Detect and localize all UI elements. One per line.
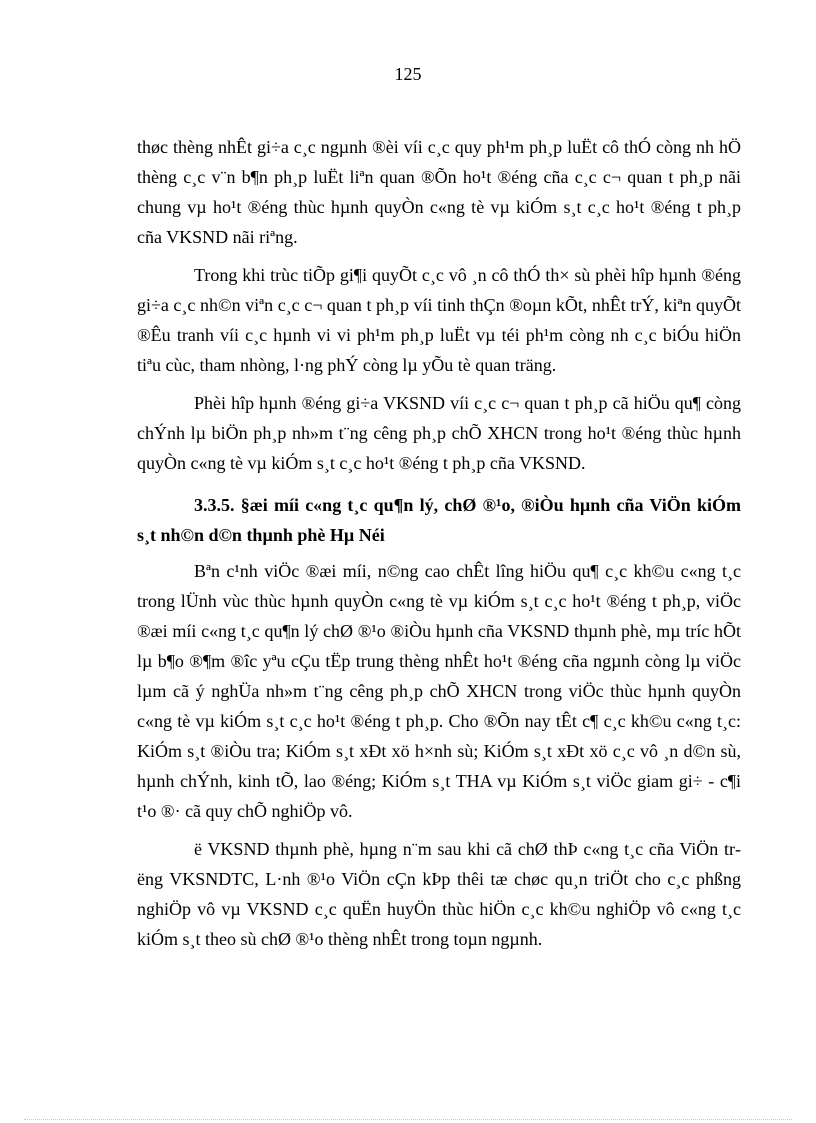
paragraph-4: Bªn c¹nh viÖc ®æi míi, n©ng cao chÊt lîng hiÖu qu¶ c¸c kh©u c«ng t¸c trong lÜnh vùc thùc hµnh quyÒn c«ng tè vµ kiÓm s¸t c¸c ho¹t ®éng t ph¸p, viÖc ®æi míi c«ng t¸c qu¶n lý chØ ®¹o ®iÒu hµnh cña VKSND thµnh phè, mµ tríc hÕt lµ b¶o ®¶m ®îc yªu cÇu tËp trung thèng nhÊt ho¹t ®éng cña ngµnh còng lµ viÖc lµm cã ý nghÜa nh»m t¨ng cêng ph¸p chÕ XHCN trong viÖc thùc hµnh quyÒn c«ng tè vµ kiÓm s¸t c¸c ho¹t ®éng t ph¸p. Cho ®Õn nay tÊt c¶ c¸c kh©u c«ng t¸c: KiÓm s¸t ®iÒu tra; KiÓm s¸t xÐt xö h×nh sù; KiÓm s¸t xÐt xö c¸c vô ¸n d©n sù, hµnh chÝnh, kinh tÕ, lao ®éng; KiÓm s¸t THA vµ KiÓm s¸t viÖc giam gi÷ - c¶i t¹o ®· cã quy chÕ nghiÖp vô. bbox=[137, 561, 741, 821]
paragraph-1: thøc thèng nhÊt gi÷a c¸c ngµnh ®èi víi c¸c quy ph¹m ph¸p luËt cô thÓ còng nh hÖ thèng c¸c v¨n b¶n ph¸p luËt liªn quan ®Õn ho¹t ®éng cña c¸c c¬ quan t ph¸p nãi chung vµ ho¹t ®éng thùc hµnh quyÒn c«ng tè vµ kiÓm s¸t c¸c ho¹t ®éng t ph¸p cña VKSND nãi riªng. bbox=[137, 137, 741, 247]
page-number: 125 bbox=[394, 64, 422, 84]
paragraph-3: Phèi hîp hµnh ®éng gi÷a VKSND víi c¸c c¬ quan t ph¸p cã hiÖu qu¶ còng chÝnh lµ biÖn ph¸p nh»m t¨ng cêng ph¸p chÕ XHCN trong ho¹t ®éng thùc hµnh quyÒn c«ng tè vµ kiÓm s¸t c¸c ho¹t ®éng t ph¸p cña VKSND. bbox=[137, 393, 741, 473]
page-bottom-divider bbox=[24, 1119, 792, 1120]
document-body bbox=[137, 132, 741, 954]
section-heading: 3.3.5. §æi míi c«ng t¸c qu¶n lý, chØ ®¹o, ®iÒu hµnh cña ViÖn kiÓm s¸t nh©n d©n thµnh phè Hµ Néi bbox=[137, 495, 741, 545]
paragraph-2: Trong khi trùc tiÕp gi¶i quyÕt c¸c vô ¸n cô thÓ th× sù phèi hîp hµnh ®éng gi÷a c¸c nh©n viªn c¸c c¬ quan t ph¸p víi tinh thÇn ®oµn kÕt, nhÊt trÝ, kiªn quyÕt ®Êu tranh víi c¸c hµnh vi vi ph¹m ph¸p luËt vµ téi ph¹m còng nh c¸c biÓu hiÖn tiªu cùc, tham nhòng, l·ng phÝ còng lµ yÕu tè quan träng. bbox=[137, 265, 741, 375]
paragraph-5: ë VKSND thµnh phè, hµng n¨m sau khi cã chØ thÞ c«ng t¸c cña ViÖn trëng VKSNDTC, L·nh ®¹o ViÖn cÇn kÞp thêi tæ chøc qu¸n triÖt cho c¸c phßng nghiÖp vô vµ VKSND c¸c quËn huyÖn thùc hiÖn c¸c kh©u nghiÖp vô c«ng t¸c kiÓm s¸t theo sù chØ ®¹o thèng nhÊt trong toµn ngµnh. bbox=[137, 839, 741, 949]
